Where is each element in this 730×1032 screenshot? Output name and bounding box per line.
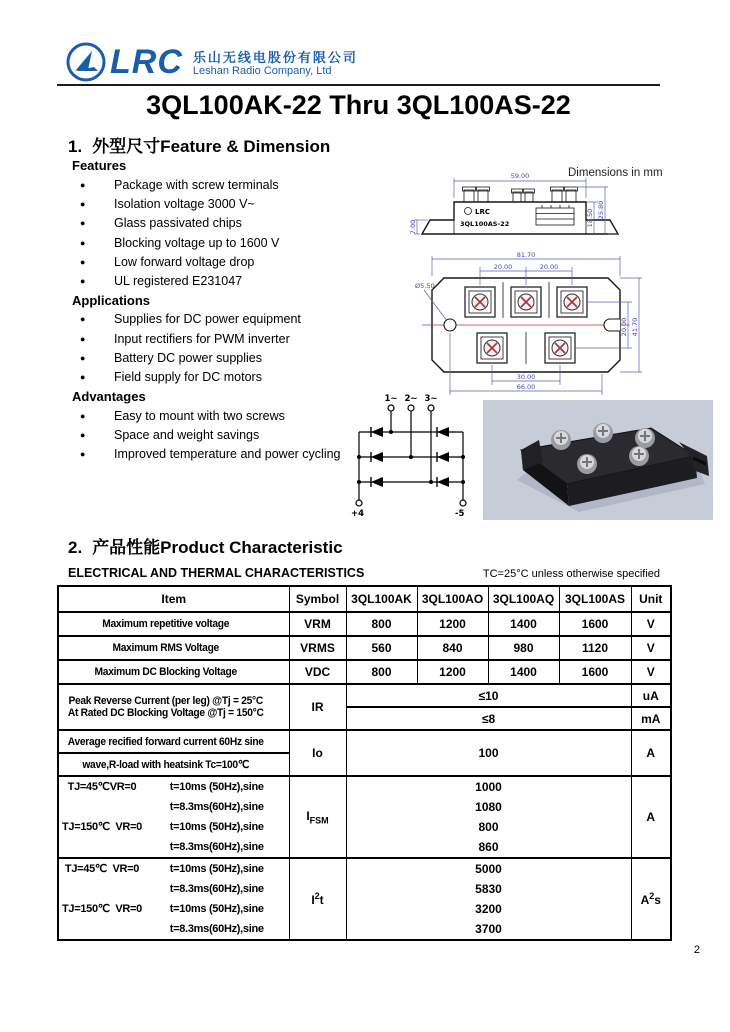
dim-totalh2-label: 41.70 [631, 317, 639, 337]
cell-symbol: VRMS [289, 636, 346, 660]
table-title-row [68, 566, 660, 580]
cell-value: 1120 [559, 636, 631, 660]
applications-heading: Applications [72, 292, 151, 308]
side-view-brand-label: LRC [475, 208, 490, 216]
cell-value: 1600 [559, 612, 631, 636]
top-view-drawing [414, 248, 652, 398]
section2-title: 产品性能Product Characteristic [92, 538, 343, 557]
cell-unit: mA [631, 707, 671, 730]
advantage-item: ● Easy to mount with two screws [72, 406, 382, 425]
cell-unit: V [631, 636, 671, 660]
cell-value: 800 [346, 660, 417, 684]
dim-width-label: 59.00 [510, 172, 530, 180]
features-heading: Features [72, 158, 127, 173]
feature-item: ● Blocking voltage up to 1600 V [72, 233, 382, 252]
table-row-io [58, 730, 671, 753]
company-name-en: Leshan Radio Company, Ltd [192, 65, 332, 77]
dim-flange-label: 7.00 [409, 219, 417, 235]
dim-bodyh-label: 18.50 [586, 208, 594, 228]
cell-value: 100 [346, 730, 631, 776]
cell-item: TJ=45℃ VR=0 t=10ms (50Hz),sine t=8.3ms(60Hz),sine TJ=150℃ VR=0 t=10ms (50Hz),sine t=8.3ms(60Hz),sine [58, 858, 289, 940]
doc-title: 3QL100AK-22 Thru 3QL100AS-22 [146, 90, 571, 120]
dimensions-note: Dimensions in mm [568, 167, 663, 179]
cell-symbol: Io [289, 730, 346, 776]
dim-bottompitch-label: 30.00 [516, 373, 536, 381]
feature-item: ● UL registered E231047 [72, 271, 382, 290]
cell-item: Maximum RMS Voltage [58, 636, 289, 660]
cell-symbol: $I_{FSM}$ [289, 776, 346, 858]
cell-unit: V [631, 612, 671, 636]
section2-number: 2. [68, 538, 83, 557]
cell-unit: A [631, 776, 671, 858]
cell-symbol: IR [289, 684, 346, 730]
cell-unit: A [631, 730, 671, 776]
circuit-diagram [343, 392, 479, 518]
side-view-drawing [408, 170, 623, 250]
cell-value: 1400 [488, 612, 559, 636]
page-number: 2 [693, 944, 700, 956]
cell-item: Average recified forward current 60Hz sine [58, 730, 289, 753]
col-header-3ql100ak: 3QL100AK [346, 586, 417, 612]
circuit-positive-label: +4 [351, 509, 365, 518]
circuit-phase1-label: 1~ [384, 394, 398, 404]
cell-value: 800 [346, 612, 417, 636]
application-item: ● Supplies for DC power equipment [72, 310, 382, 329]
cell-item: TJ=45℃VR=0 t=10ms (50Hz),sine t=8.3ms(60Hz),sine TJ=150℃ VR=0 t=10ms (50Hz),sine t=8.3ms(60Hz),sine [58, 776, 289, 858]
dim-pitcha-label: 20.00 [493, 263, 513, 271]
dim-hole-label: Ø5.50 [415, 282, 435, 290]
dim-holepitch-label: 66.00 [516, 383, 536, 391]
test-condition-note: TC=25°C unless otherwise specified [482, 568, 660, 580]
dim-totalw-label: 81.70 [516, 251, 536, 259]
feature-item: ● Isolation voltage 3000 V~ [72, 194, 382, 213]
col-header-3ql100aq: 3QL100AQ [488, 586, 559, 612]
table-row-vrms [58, 636, 671, 660]
product-photo [483, 400, 713, 520]
cell-value: 840 [417, 636, 488, 660]
application-item: ● Battery DC power supplies [72, 348, 382, 367]
advantage-item: ● Improved temperature and power cycling [72, 445, 382, 464]
cell-value: 560 [346, 636, 417, 660]
side-view-part-label: 3QL100AS-22 [460, 220, 510, 228]
cell-item: Peak Reverse Current (per leg) @Tj = 25°C At Rated DC Blocking Voltage @Tj = 150°C [58, 684, 289, 730]
section2-heading [68, 533, 343, 558]
cell-value: 980 [488, 636, 559, 660]
cell-value: ≤10 [346, 684, 631, 707]
table-row-vdc [58, 660, 671, 684]
cell-value: 1200 [417, 660, 488, 684]
header-rule [57, 84, 660, 86]
characteristics-table [57, 585, 672, 941]
header-logo [64, 40, 358, 84]
table-row-i2t [58, 858, 671, 940]
top-view-part [422, 278, 630, 372]
advantages-heading: Advantages [72, 388, 146, 404]
lrc-logo-icon [64, 40, 108, 84]
cell-unit: uA [631, 684, 671, 707]
feature-item: ● Low forward voltage drop [72, 252, 382, 271]
cell-value: 1200 [417, 612, 488, 636]
cell-item: Maximum DC Blocking Voltage [58, 660, 289, 684]
table-row-ir-25c [58, 684, 671, 707]
table-row-vrm [58, 612, 671, 636]
cell-value: 1600 [559, 660, 631, 684]
table-row-ifsm [58, 776, 671, 858]
dim-rowpitch-label: 20.00 [620, 317, 628, 337]
section1-number: 1. [68, 137, 83, 156]
dim-totalh-label: 25.80 [597, 200, 605, 220]
col-header-item: Item [58, 586, 289, 612]
cell-symbol: VRM [289, 612, 346, 636]
cell-value: ≤8 [346, 707, 631, 730]
cell-unit: V [631, 660, 671, 684]
cell-item: wave,R-load with heatsink Tc=100℃ [58, 753, 289, 776]
application-item: ● Field supply for DC motors [72, 368, 382, 387]
feature-item: ● Package with screw terminals [72, 175, 382, 194]
cell-item: Maximum repetitive voltage [58, 612, 289, 636]
table-header-row [58, 586, 671, 612]
col-header-3ql100ao: 3QL100AO [417, 586, 488, 612]
section1-heading [68, 132, 330, 157]
dim-pitchb-label: 20.00 [539, 263, 559, 271]
circuit-phase2-label: 2~ [404, 394, 418, 404]
circuit-negative-label: -5 [455, 509, 465, 518]
col-header-unit: Unit [631, 586, 671, 612]
cell-value: 1400 [488, 660, 559, 684]
advantage-item: ● Space and weight savings [72, 425, 382, 444]
cell-symbol: VDC [289, 660, 346, 684]
cell-value: 5000 5830 3200 3700 [346, 858, 631, 940]
company-block [193, 46, 358, 78]
brand-text: LRC [110, 43, 183, 81]
section1-title: 外型尺寸Feature & Dimension [92, 137, 331, 156]
cell-unit: $A^2s$ [631, 858, 671, 940]
feature-lists [72, 156, 382, 464]
company-name-cn: 乐山无线电股份有限公司 [192, 50, 358, 65]
cell-value: 1000 1080 800 860 [346, 776, 631, 858]
application-item: ● Input rectifiers for PWM inverter [72, 329, 382, 348]
feature-item: ● Glass passivated chips [72, 214, 382, 233]
circuit-phase3-label: 3~ [424, 394, 438, 404]
col-header-symbol: Symbol [289, 586, 346, 612]
characteristics-title: ELECTRICAL AND THERMAL CHARACTERISTICS [68, 566, 365, 580]
cell-symbol: $I^2t$ [289, 858, 346, 940]
col-header-3ql100as: 3QL100AS [559, 586, 631, 612]
